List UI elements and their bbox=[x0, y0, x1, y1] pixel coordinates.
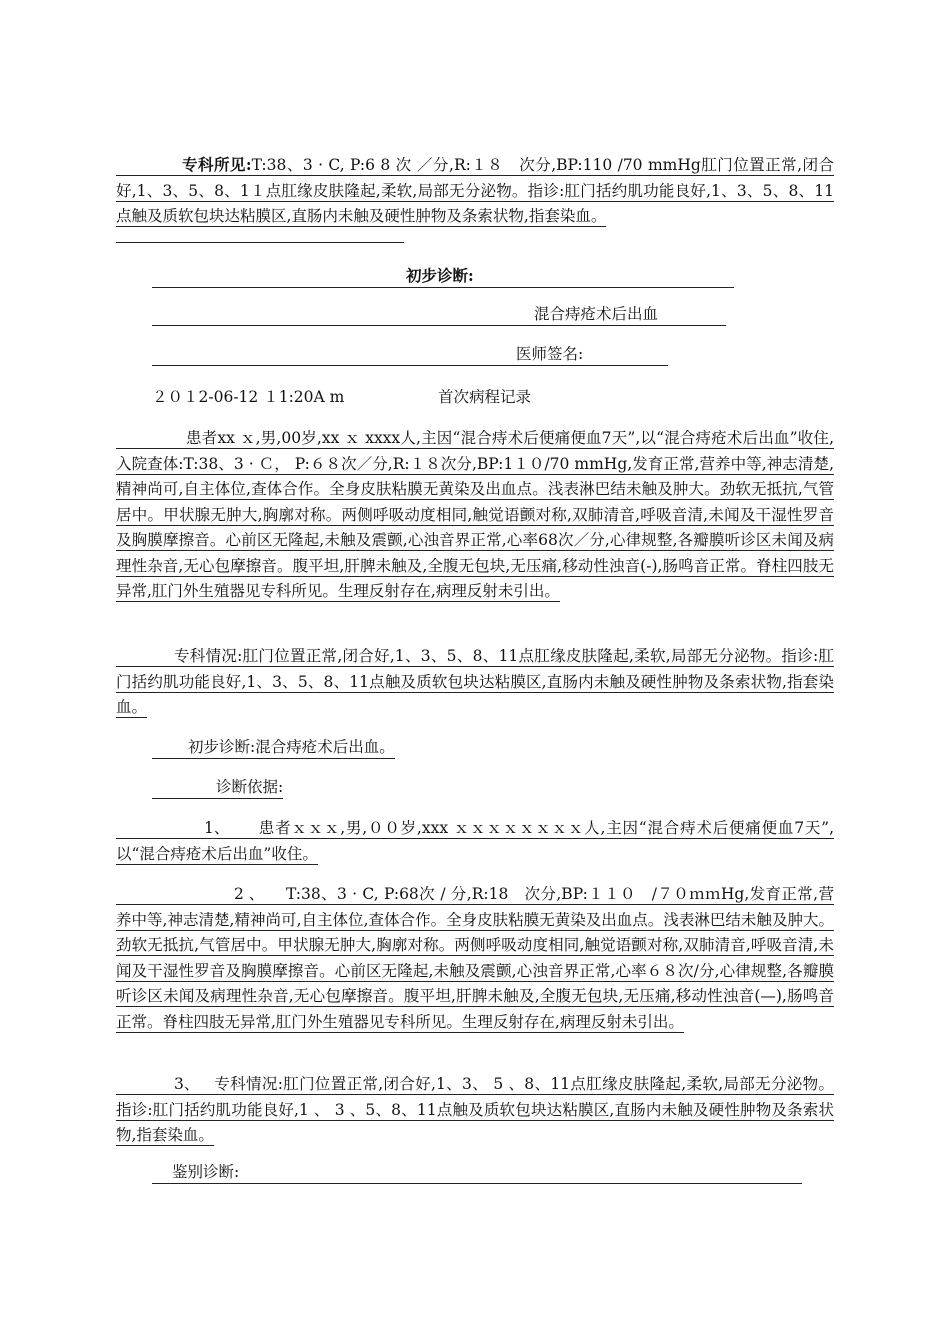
history-paragraph bbox=[116, 426, 834, 605]
underline bbox=[152, 287, 734, 288]
history-text: 患者xx ｘ,男,00岁,xx ｘ xxxx人,主因“混合痔术后便痛便血7天”,以“混合痔疮术后出血”收住,入院查体:T:38、3 · Ｃ， P:６８次／分,R:１８次分,BP:1１０/70 mmHg,发育正常,营养中等,神志清楚,精神尚可,自主体位,查体合作。全身皮肤粘膜无黄染及出血点。浅表淋巴结未触及肿大。劲软无抵抗,气管居中。甲状腺无肿大,胸廓对称。两侧呼吸动度相同,触觉语颤对称,双肺清音,呼吸音清,未闻及干湿性罗音及胸膜摩擦音。心前区无隆起,未触及震颤,心浊音界正常,心率68次／分,心律规整,各瓣膜听诊区未闻及病理性杂音,无心包摩擦音。腹平坦,肝脾未触及,全腹无包块,无压痛,移动性浊音(-),肠鸣音正常。脊柱四肢无异常,肛门外生殖器见专科所见。生理反射存在,病理反射未引出。 bbox=[116, 429, 834, 600]
underline bbox=[152, 1183, 802, 1184]
basis-item-text: T:38、3 · C, P:68次 / 分,R:18 次分,BP:１１０ /７０ｍｍHg,发育正常,营养中等,神志清楚,精神尚可,自主体位,查体合作。全身皮肤粘膜无黄染及出血点。浅表淋巴结未触及肿大。劲软无抵抗,气管居中。甲状腺无肿大,胸廓对称。两侧呼吸动度相同,触觉语颤对称,双肺清音,呼吸音清,未闻及干湿性罗音及胸膜摩擦音。心前区无隆起,未触及震颤,心浊音界正常,心率６８次/分,心律规整,各瓣膜听诊区未闻及病理性杂音,无心包摩擦音。腹平坦,肝脾未触及,全腹无包块,无压痛,移动性浊音(—),肠鸣音正常。脊柱四肢无异常,肛门外生殖器见专科所见。生理反射存在,病理反射未引出。 bbox=[116, 885, 834, 1031]
diagnosis-value: 混合痔疮术后出血 bbox=[534, 305, 659, 323]
basis-item-1 bbox=[116, 816, 834, 867]
record-title: 首次病程记录 bbox=[438, 388, 532, 406]
basis-heading-line bbox=[152, 776, 283, 799]
basis-item-number: 3、 bbox=[174, 1075, 200, 1093]
specialty-exam-label: 专科所见: bbox=[182, 155, 252, 174]
prelim-diagnosis-line bbox=[152, 736, 395, 759]
basis-heading: 诊断依据: bbox=[216, 778, 284, 796]
basis-item-3 bbox=[116, 1072, 834, 1149]
underline bbox=[152, 325, 726, 326]
specialty-exam-paragraph bbox=[116, 152, 834, 230]
basis-item-number: 2 、 bbox=[234, 885, 265, 903]
basis-item-number: 1、 bbox=[204, 819, 230, 837]
basis-item-2 bbox=[116, 882, 834, 1035]
basis-item-text: 专科情况:肛门位置正常,闭合好,1、3、 5 、8、11点肛缘皮肤隆起,柔软,局部无分泌物。指诊:肛门括约肌功能良好,1 、 3 、5、8、11点触及质软包块达粘膜区,直肠内未触及硬性肿物及条索状物,指套染血。 bbox=[116, 1075, 834, 1144]
preliminary-diagnosis-heading: 初步诊断: bbox=[406, 266, 474, 285]
record-datetime: ２０１2-06-12 １1:20A m bbox=[152, 388, 345, 406]
differential-heading: 鉴别诊断: bbox=[172, 1163, 240, 1181]
underline bbox=[152, 365, 668, 366]
underline bbox=[116, 242, 404, 243]
specialty-exam-text: T:38、3 · C, P:6 8 次 ／分,R:１８ 次分,BP:110 /70 mmHg肛门位置正常,闭合好,1、3、5、8、1１点肛缘皮肤隆起,柔软,局部无分泌物。指诊:肛门括约肌功能良好,1、3、5、8、11点触及质软包块达粘膜区,直肠内未触及硬性肿物及条索状物,指套染血。 bbox=[116, 156, 834, 225]
doctor-signature-label: 医师签名: bbox=[516, 345, 584, 363]
specialty-situation-paragraph bbox=[116, 644, 834, 721]
specialty-situation-text: 专科情况:肛门位置正常,闭合好,1、3、5、8、11点肛缘皮肤隆起,柔软,局部无分泌物。指诊:肛门括约肌功能良好,1、3、5、8、11点触及质软包块达粘膜区,直肠内未触及硬性肿物及条索状物,指套染血。 bbox=[116, 647, 834, 716]
basis-item-text: 患者ｘｘｘ,男,００岁,xxx ｘｘｘｘｘｘｘｘ人,主因“混合痔术后便痛便血7天”,以“混合痔疮术后出血”收住。 bbox=[116, 819, 834, 863]
prelim-diagnosis-text: 初步诊断:混合痔疮术后出血。 bbox=[188, 738, 395, 756]
